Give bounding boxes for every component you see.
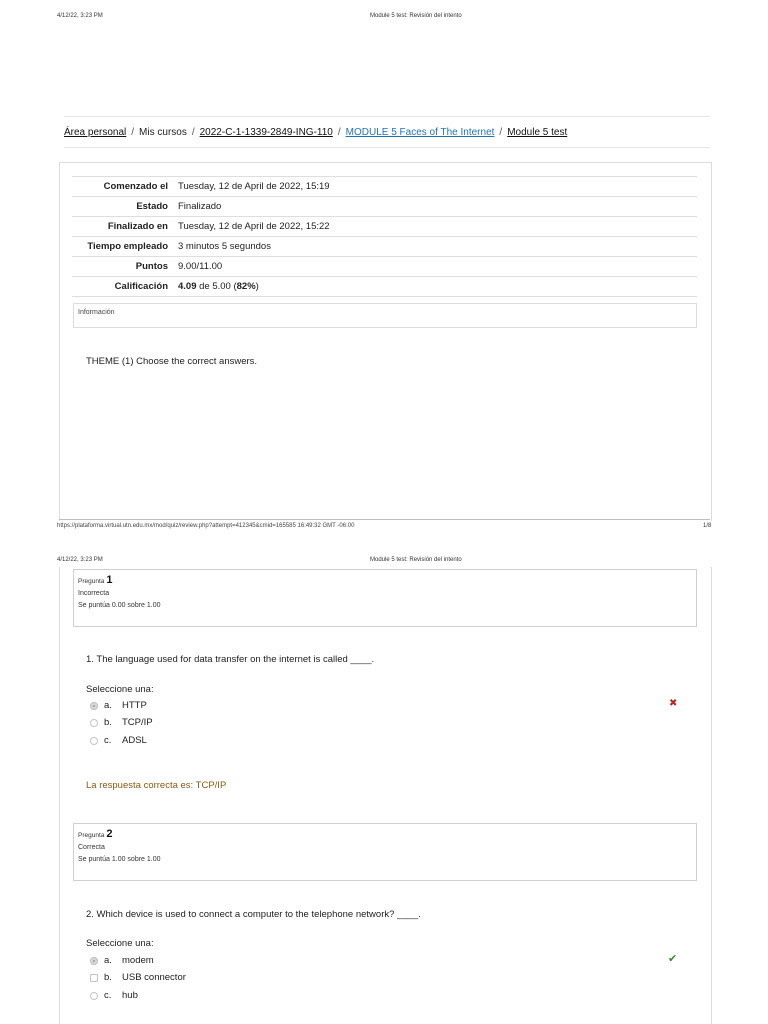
question-number: 2 — [106, 828, 113, 840]
radio[interactable] — [90, 992, 98, 1000]
question-2-option-c[interactable]: c. hub — [90, 990, 138, 1001]
question-points: Se puntúa 0.00 sobre 1.00 — [78, 602, 161, 609]
breadcrumb: Área personal / Mis cursos / 2022-C-1-1339-2849-ING-110 / MODULE 5 Faces of The Internet / Module 5 test — [64, 116, 710, 148]
question-2-option-b[interactable]: b. USB connector — [90, 972, 186, 983]
question-1-correct-answer: La respuesta correcta es: TCP/IP — [86, 780, 227, 791]
summary-row: Comenzado el Tuesday, 12 de April de 2022, 15:19 — [72, 177, 697, 197]
question-1-option-a[interactable]: a. HTTP — [90, 700, 147, 711]
summary-row-grade: Calificación 4.09 de 5.00 (82%) — [72, 277, 697, 297]
question-1-info: Pregunta 1 Incorrecta Se puntúa 0.00 sobre 1.00 — [73, 569, 697, 627]
radio-selected[interactable] — [90, 957, 98, 965]
grade-score: 4.09 — [178, 281, 197, 292]
print-footer-time: 16:49:32 GMT -06:00 — [297, 523, 355, 529]
info-label: Información — [78, 309, 115, 316]
question-status: Incorrecta — [78, 590, 110, 597]
correct-icon: ✔ — [668, 953, 678, 965]
question-1-prompt: Seleccione una: — [86, 684, 154, 695]
breadcrumb-my-courses: Mis cursos — [139, 126, 187, 138]
print-datetime: 4/12/22, 3:23 PM — [57, 13, 103, 19]
summary-row: Finalizado en Tuesday, 12 de April de 2022, 15:22 — [72, 217, 697, 237]
page-divider — [59, 519, 710, 520]
radio[interactable] — [90, 719, 98, 727]
info-box — [73, 303, 697, 328]
question-status: Correcta — [78, 844, 105, 851]
review-panel-continued — [59, 567, 712, 1024]
radio[interactable] — [90, 974, 98, 982]
print-title: Module 5 test: Revisión del intento — [370, 13, 462, 19]
question-2-prompt: Seleccione una: — [86, 938, 154, 949]
theme-instructions: THEME (1) Choose the correct answers. — [86, 356, 258, 367]
breadcrumb-personal-area[interactable]: Área personal — [64, 126, 127, 138]
print-footer-url: https://plataforma.virtual.utn.edu.mx/mod/quiz/review.php?attempt=412345&cmid=165585 — [57, 523, 296, 529]
summary-row: Estado Finalizado — [72, 197, 697, 217]
question-number: 1 — [106, 574, 113, 586]
question-2-info: Pregunta 2 Correcta Se puntúa 1.00 sobre 1.00 — [73, 823, 697, 881]
breadcrumb-test[interactable]: Module 5 test — [507, 126, 568, 138]
page-number: 1/8 — [703, 523, 712, 529]
question-1-text: 1. The language used for data transfer on the internet is called ____. — [86, 654, 375, 665]
radio-selected[interactable] — [90, 702, 98, 710]
question-2-option-a[interactable]: a. modem — [90, 955, 154, 966]
incorrect-icon: ✖ — [669, 698, 678, 709]
question-1-option-c[interactable]: c. ADSL — [90, 735, 147, 746]
summary-row: Puntos 9.00/11.00 — [72, 257, 697, 277]
print-title: Module 5 test: Revisión del intento — [370, 557, 462, 563]
radio[interactable] — [90, 737, 98, 745]
question-points: Se puntúa 1.00 sobre 1.00 — [78, 856, 161, 863]
breadcrumb-module[interactable]: MODULE 5 Faces of The Internet — [345, 126, 495, 138]
attempt-summary-table — [72, 176, 697, 297]
print-datetime: 4/12/22, 3:23 PM — [57, 557, 103, 563]
breadcrumb-course[interactable]: 2022-C-1-1339-2849-ING-110 — [199, 126, 333, 138]
summary-row: Tiempo empleado 3 minutos 5 segundos — [72, 237, 697, 257]
question-2-text: 2. Which device is used to connect a computer to the telephone network? ____. — [86, 909, 421, 920]
grade-percent: 82% — [236, 281, 256, 292]
question-1-option-b[interactable]: b. TCP/IP — [90, 717, 153, 728]
